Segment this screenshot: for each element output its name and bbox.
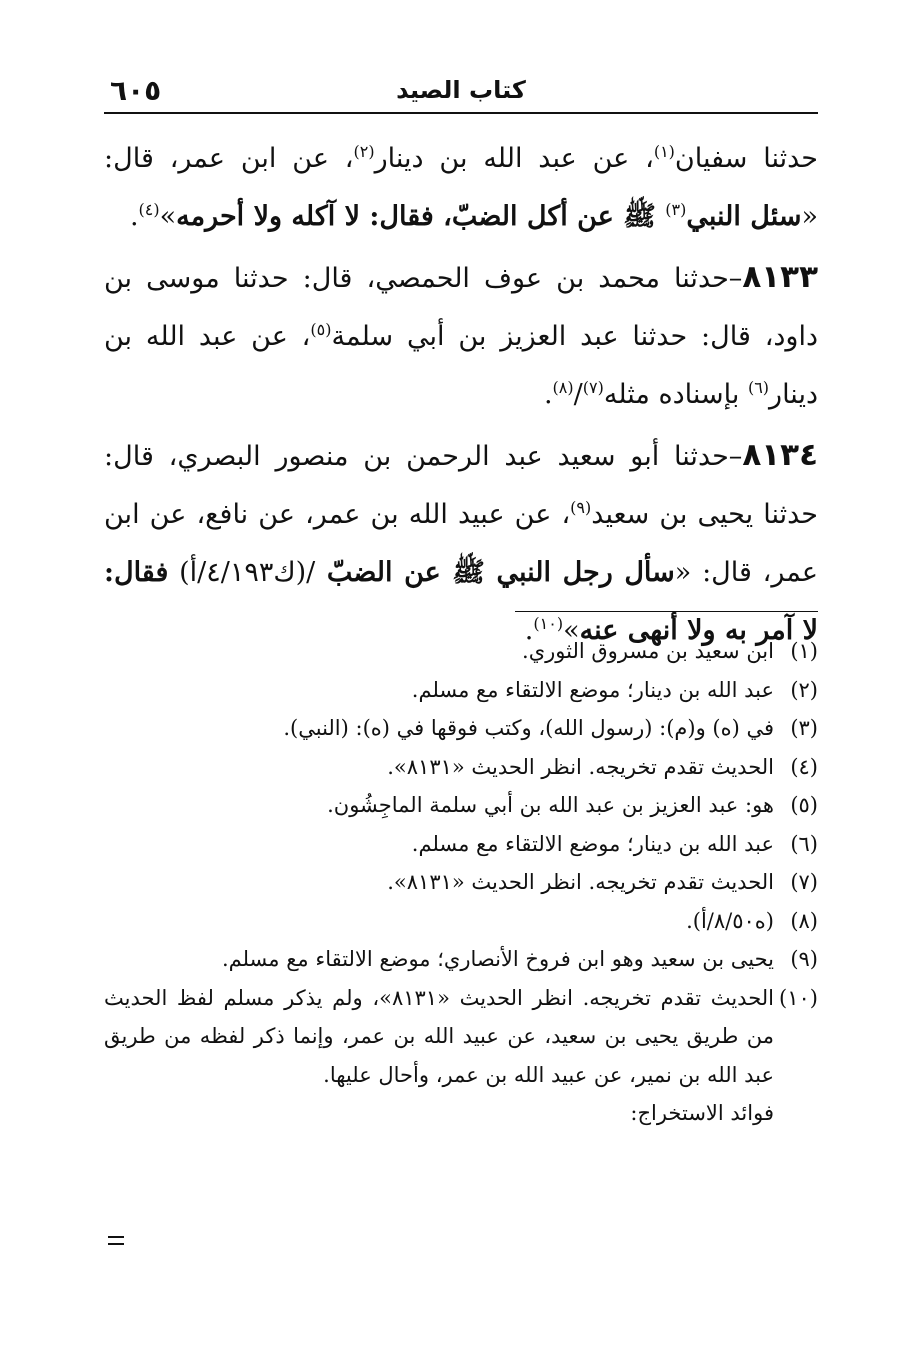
- hadith-paragraph-8133: [104, 248, 818, 424]
- footnote-ref[interactable]: (١٠): [533, 614, 564, 633]
- continuation-mark: [108, 1236, 124, 1245]
- footnote: [104, 902, 818, 941]
- footnote: [104, 979, 818, 1095]
- header-rule: [104, 112, 818, 114]
- footnote-mark: (٢): [790, 677, 818, 702]
- footnote-mark: (٦): [790, 831, 818, 856]
- footnote-text: عبد الله بن دينار؛ موضع الالتقاء مع مسلم.: [411, 831, 774, 856]
- hadith-number: ٨١٣٤: [742, 437, 818, 473]
- text-run: .: [129, 201, 139, 232]
- footnote-text: عبد الله بن دينار؛ موضع الالتقاء مع مسلم.: [411, 677, 774, 702]
- footnote-text: (ه٨/٥٠/أ).: [686, 908, 774, 933]
- footnote: [104, 940, 818, 979]
- text-run: .: [524, 615, 534, 646]
- footnote-text: يحيى بن سعيد وهو ابن فروخ الأنصاري؛ موضع الالتقاء مع مسلم.: [221, 947, 774, 971]
- hadith-paragraph-1: [104, 130, 818, 246]
- footnote-mark: (١٠): [779, 985, 818, 1010]
- text-run: »: [563, 615, 580, 646]
- text-run: ، عن ابن عمر، قال: «: [104, 143, 818, 232]
- hadith-matn: فقال: لا آمر به ولا أنهى عنه: [104, 557, 818, 646]
- footnote-ref[interactable]: (٧): [582, 378, 604, 397]
- footnote-ref[interactable]: (٤): [138, 200, 160, 219]
- page-header: [104, 72, 818, 116]
- text-run: .: [543, 379, 553, 410]
- footnote-text: الحديث تقدم تخريجه. انظر الحديث «٨١٣١».: [387, 870, 774, 894]
- footnote-separator: [515, 611, 818, 612]
- hadith-paragraph-8134: [104, 426, 818, 660]
- text-run: ، عن عبد الله بن دينار: [104, 321, 818, 410]
- footnote-text: الحديث تقدم تخريجه. انظر الحديث «٨١٣١»، ولم يذكر مسلم لفظ الحديث من طريق يحيى بن سعيد، عن عبيد الله بن عمر، وإنما ذكر لفظه من طريق عبد الله بن نمير، عن عبيد الله بن عمر، وأحال عليها.: [104, 985, 774, 1087]
- text-run: ، عن عبيد الله بن عمر، عن نافع، عن ابن عمر، قال: «: [104, 499, 818, 588]
- main-text: [104, 130, 818, 660]
- benefits-heading: فوائد الاستخراج:: [630, 1101, 774, 1125]
- footnote-mark: (٩): [790, 947, 818, 971]
- footnotes: [104, 632, 818, 1133]
- text-run: –حدثنا أبو سعيد عبد الرحمن بن منصور البصري، قال: حدثنا يحيى بن سعيد: [104, 441, 818, 530]
- footnote-mark: (٧): [790, 870, 818, 894]
- footnote-ref[interactable]: (٢): [353, 142, 375, 161]
- text-run: –حدثنا محمد بن عوف الحمصي، قال: حدثنا موسى بن داود، قال: حدثنا عبد العزيز بن أبي سلمة: [104, 263, 818, 352]
- hadith-matn: سئل النبي: [686, 201, 802, 232]
- text-run: حدثنا سفيان: [674, 143, 818, 174]
- footnote-ref[interactable]: (٦): [747, 378, 770, 397]
- footnote-ref[interactable]: (٨): [552, 378, 574, 397]
- footnote-mark: (٤): [790, 754, 818, 779]
- footnote-mark: (٨): [790, 908, 818, 933]
- manuscript-ref: /(ك٤/١٩٣/أ): [168, 557, 316, 588]
- page-number: ٦٠٥: [110, 74, 162, 107]
- book-title: كتاب الصيد: [396, 76, 526, 104]
- footnote-ref[interactable]: (١): [653, 142, 675, 161]
- text-run: بإسناده مثله: [603, 379, 748, 410]
- footnote-mark: (١): [790, 639, 818, 663]
- footnote-text: في (ه) و(م): (رسول الله)، وكتب فوقها في (ه): (النبي).: [283, 716, 774, 740]
- hadith-matn: ﷺ عن أكل الضبّ، فقال: لا آكله ولا أحرمه: [176, 201, 666, 232]
- footnote-ref[interactable]: (٥): [310, 320, 332, 339]
- hadith-matn: سأل رجل النبي ﷺ عن الضبّ: [315, 557, 675, 588]
- footnote-ref[interactable]: (٣): [665, 200, 687, 219]
- footnote: [104, 748, 818, 787]
- footnote: [104, 825, 818, 864]
- footnote: [104, 632, 818, 671]
- text-run: »: [159, 201, 177, 232]
- footnote-text: الحديث تقدم تخريجه. انظر الحديث «٨١٣١».: [387, 754, 774, 779]
- footnote: [104, 786, 818, 825]
- footnote-text: ابن سعيد بن مسروق الثوري.: [522, 639, 774, 663]
- footnote: [104, 709, 818, 748]
- footnote-mark: (٣): [790, 716, 818, 740]
- hadith-number: ٨١٣٣: [742, 259, 818, 295]
- text-run: ، عن عبد الله بن دينار: [374, 143, 654, 174]
- text-run: /: [573, 379, 583, 410]
- footnote-ref[interactable]: (٩): [570, 498, 592, 517]
- footnote: [104, 863, 818, 902]
- footnote-mark: (٥): [790, 793, 818, 817]
- footnote-text: هو: عبد العزيز بن عبد الله بن أبي سلمة الماجِشُون.: [327, 793, 774, 817]
- footnote: [104, 671, 818, 710]
